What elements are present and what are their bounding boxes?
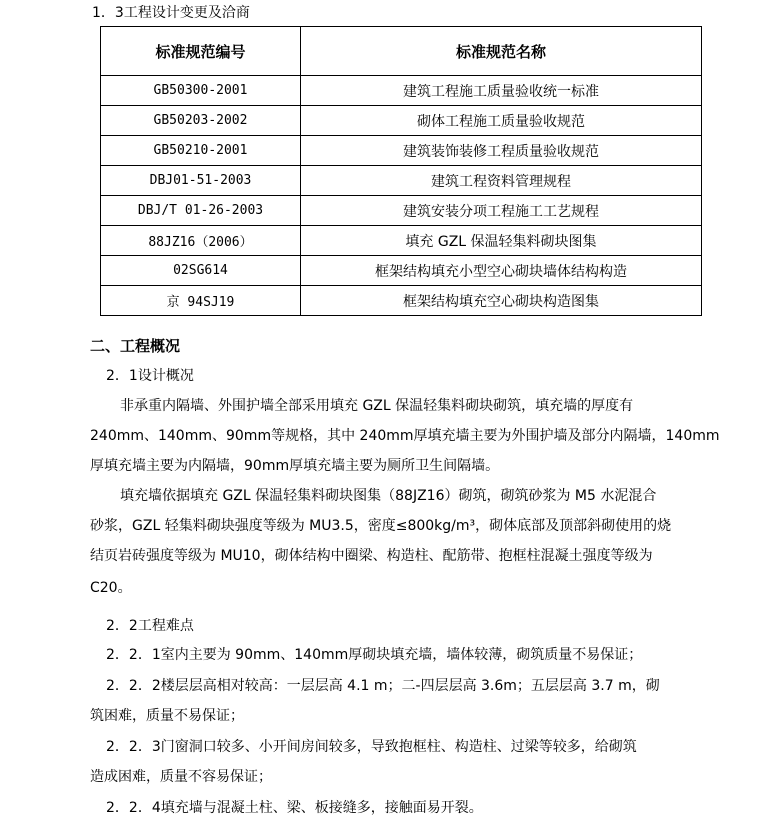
design-paragraph-1-line: 非承重内隔墙、外围护墙全部采用填充 GZL 保温轻集料砌块砌筑，填充墙的厚度有 [120, 398, 634, 414]
standards-table [100, 26, 702, 316]
table-row [101, 106, 702, 136]
table-row [101, 136, 702, 166]
difficulty-item-3-line: 造成困难，质量不容易保证； [90, 769, 272, 785]
table-cell-name: 建筑装饰装修工程质量验收规范 [301, 136, 702, 166]
table-cell-code: GB50210-2001 [101, 136, 301, 166]
table-cell-code: GB50300-2001 [101, 76, 301, 106]
table-cell-name: 建筑工程资料管理规程 [301, 166, 702, 196]
table-row [101, 196, 702, 226]
design-paragraph-1-line: 厚填充墙主要为内隔墙，90mm厚填充墙主要为厕所卫生间隔墙。 [90, 458, 500, 474]
table-row [101, 76, 702, 106]
table-header-row [101, 27, 702, 76]
table-cell-code: 02SG614 [101, 256, 301, 286]
table-header-name: 标准规范名称 [301, 27, 702, 76]
table-cell-code: 88JZ16（2006） [101, 226, 301, 256]
table-header-code: 标准规范编号 [101, 27, 301, 76]
difficulty-item-2-line: 2．2．2楼层层高相对较高：一层层高 4.1 m；二-四层层高 3.6m；五层层高 3.7 m，砌 [106, 678, 660, 694]
design-paragraph-2-line: 填充墙依据填充 GZL 保温轻集料砌块图集（88JZ16）砌筑，砌筑砂浆为 M5 水泥混合 [120, 488, 657, 504]
table-cell-code: 京 94SJ19 [101, 286, 301, 316]
table-cell-code: DBJ/T 01-26-2003 [101, 196, 301, 226]
difficulty-item-2-line: 筑困难，质量不易保证； [90, 708, 244, 724]
difficulty-item-3-line: 2．2．3门窗洞口较多、小开间房间较多，导致抱框柱、构造柱、过梁等较多，给砌筑 [106, 739, 637, 755]
table-cell-code: DBJ01-51-2003 [101, 166, 301, 196]
table-cell-name: 建筑工程施工质量验收统一标准 [301, 76, 702, 106]
table-row [101, 286, 702, 316]
section-1-3-title: 1．3工程设计变更及洽商 [92, 5, 250, 21]
design-paragraph-2-line: 砂浆，GZL 轻集料砌块强度等级为 MU3.5，密度≤800kg/m³，砌体底部及顶部斜砌使用的烧 [90, 518, 672, 534]
table-cell-name: 填充 GZL 保温轻集料砌块图集 [301, 226, 702, 256]
difficulty-item-4: 2．2．4填充墙与混凝土柱、梁、板接缝多，接触面易开裂。 [106, 800, 483, 816]
table-cell-name: 砌体工程施工质量验收规范 [301, 106, 702, 136]
table-row [101, 226, 702, 256]
table-row [101, 166, 702, 196]
design-paragraph-2-line: 结页岩砖强度等级为 MU10，砌体结构中圈梁、构造柱、配筋带、抱框柱混凝土强度等级为 [90, 548, 653, 564]
section-2-2-title: 2．2工程难点 [106, 618, 194, 634]
table-cell-code: GB50203-2002 [101, 106, 301, 136]
difficulty-item-1: 2．2．1室内主要为 90mm、140mm厚砌块填充墙，墙体较薄，砌筑质量不易保证； [106, 647, 643, 663]
table-cell-name: 框架结构填充空心砌块构造图集 [301, 286, 702, 316]
design-paragraph-2-line: C20。 [90, 580, 132, 596]
design-paragraph-1-line: 240mm、140mm、90mm等规格，其中 240mm厚填充墙主要为外围护墙及部分内隔墙，140mm [90, 428, 720, 444]
section-2-1-title: 2．1设计概况 [106, 368, 194, 384]
table-row [101, 256, 702, 286]
section-2-title: 二、工程概况 [90, 337, 181, 355]
table-cell-name: 建筑安装分项工程施工工艺规程 [301, 196, 702, 226]
table-cell-name: 框架结构填充小型空心砌块墙体结构构造 [301, 256, 702, 286]
